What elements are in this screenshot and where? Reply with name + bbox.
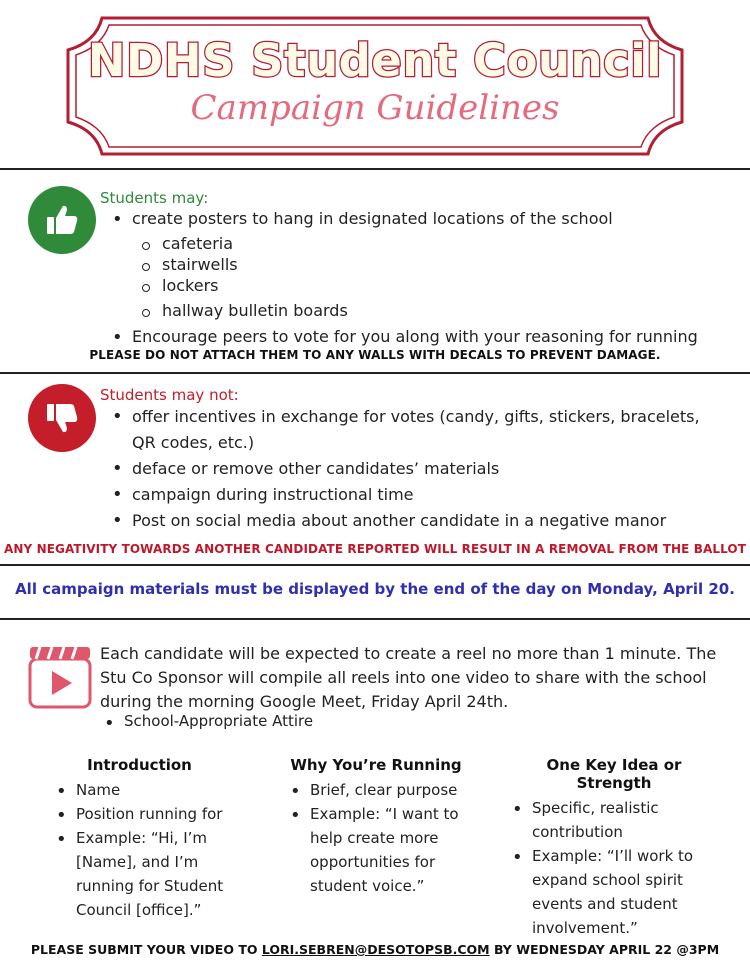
video-clapper-icon [28, 643, 94, 711]
column-title: One Key Idea or Strength [546, 756, 682, 792]
may-not-warning: ANY NEGATIVITY TOWARDS ANOTHER CANDIDATE REPORTED WILL RESULT IN A REMOVAL FROM THE BALLOT [3, 542, 747, 556]
column-why-running [286, 756, 476, 898]
list-item: • Name [52, 778, 252, 802]
list-item: • deface or remove other candidates’ materials [108, 456, 720, 482]
footer-suffix: BY WEDNESDAY APRIL 22 @3PM [493, 942, 720, 957]
may-list-2 [108, 325, 738, 348]
video-instructions: Each candidate will be expected to create a reel no more than 1 minute. The Stu Co Sponsor will compile all reels into one video to share with the school during the morning Google Meet, Friday April 24th. [100, 644, 717, 711]
column-title: Introduction [87, 756, 192, 774]
submission-footer [0, 942, 750, 957]
divider [0, 564, 750, 566]
list-item: • Specific, realistic contribution [508, 796, 692, 844]
divider [0, 618, 750, 620]
deadline-notice: All campaign materials must be displayed by the end of the day on Monday, April 20. [15, 580, 735, 598]
list-item: • create posters to hang in designated locations of the school [108, 207, 728, 230]
list-item: • Post on social media about another candidate in a negative manor [108, 508, 720, 534]
thumbs-up-icon [28, 186, 96, 254]
list-item: • Brief, clear purpose [286, 778, 476, 802]
list-item: • Example: “I’ll work to expand school spirit events and student involvement.” [508, 844, 697, 940]
list-item: cafeteria [138, 233, 698, 254]
list-item: • offer incentives in exchange for votes (candy, gifts, stickers, bracelets, QR codes, etc.) [108, 404, 720, 456]
list-item: hallway bulletin boards [138, 300, 698, 321]
divider [0, 168, 750, 170]
list-item: • Position running for [52, 802, 252, 826]
list-item: • Encourage peers to vote for you along with your reasoning for running [108, 325, 738, 348]
list-item: • campaign during instructional time [108, 482, 720, 508]
footer-prefix: PLEASE SUBMIT YOUR VIDEO TO [30, 942, 258, 957]
video-bullets [100, 711, 500, 733]
page-subtitle: Campaign Guidelines [190, 88, 560, 128]
locations-list [138, 233, 698, 321]
page-title: NDHS Student Council [87, 34, 663, 87]
column-title: Why You’re Running [290, 756, 462, 774]
list-item: lockers [138, 275, 698, 296]
may-warning: PLEASE DO NOT ATTACH THEM TO ANY WALLS WITH DECALS TO PREVENT DAMAGE. [89, 348, 661, 362]
list-item: stairwells [138, 254, 698, 275]
may-label: Students may: [100, 189, 209, 207]
thumbs-down-icon [28, 384, 96, 452]
divider [0, 372, 750, 374]
may-list [108, 207, 728, 230]
may-not-list [108, 404, 720, 534]
column-key-idea [508, 756, 728, 940]
email-link[interactable]: LORI.SEBREN@DESOTOPSB.COM [261, 942, 490, 957]
list-item: • Example: “I want to help create more opportunities for student voice.” [286, 802, 460, 898]
list-item: • School-Appropriate Attire [100, 711, 500, 733]
column-introduction [52, 756, 252, 922]
may-not-label: Students may not: [100, 386, 239, 404]
list-item: • Example: “Hi, I’m [Name], and I’m running for Student Council [office].” [52, 826, 226, 922]
